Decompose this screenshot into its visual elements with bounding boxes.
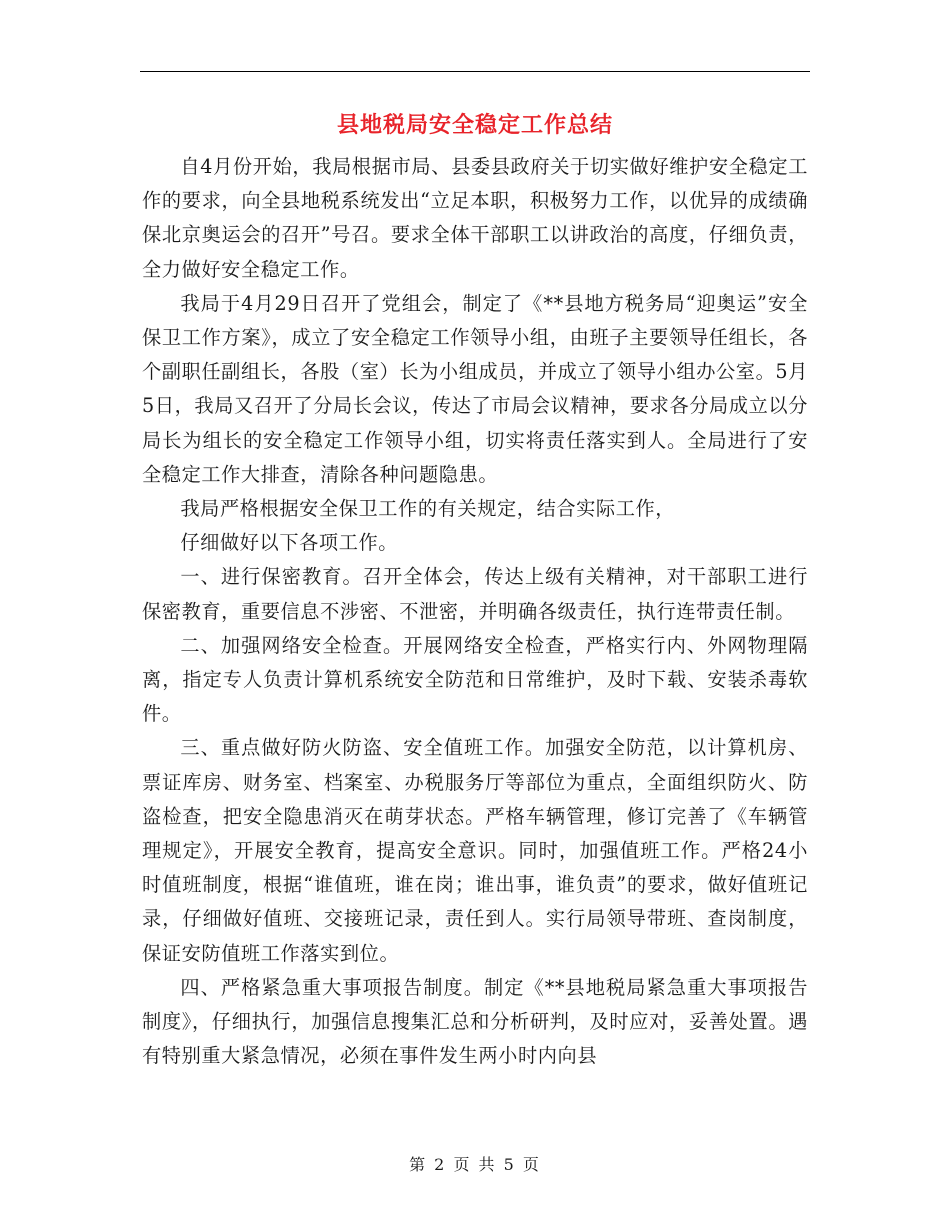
- body-paragraph: 四、严格紧急重大事项报告制度。制定《**县地税局紧急重大事项报告制度》，仔细执行，加强信息搜集汇总和分析研判，及时应对，妥善处置。遇有特别重大紧急情况，必须在事件发生两小时内向县: [142, 975, 808, 1068]
- body-paragraph: 三、重点做好防火防盗、安全值班工作。加强安全防范，以计算机房、票证库房、财务室、档案室、办税服务厅等部位为重点，全面组织防火、防盗检查，把安全隐患消灭在萌芽状态。严格车辆管理，修订完善了《车辆管理规定》，开展安全教育，提高安全意识。同时，加强值班工作。严格24小时值班制度，根据“谁值班，谁在岗；谁出事，谁负责”的要求，做好值班记录，仔细做好值班、交接班记录，责任到人。实行局领导带班、查岗制度，保证安防值班工作落实到位。: [142, 736, 808, 965]
- body-paragraph: 二、加强网络安全检查。开展网络安全检查，严格实行内、外网物理隔离，指定专人负责计算机系统安全防范和日常维护，及时下载、安装杀毒软件。: [142, 633, 808, 726]
- body-paragraph: 一、进行保密教育。召开全体会，传达上级有关精神，对干部职工进行保密教育，重要信息不涉密、不泄密，并明确各级责任，执行连带责任制。: [142, 565, 808, 623]
- document-body: [142, 150, 808, 1073]
- page-number-footer: 第 2 页 共 5 页: [409, 1155, 541, 1174]
- document-title: 县地税局安全稳定工作总结: [336, 112, 613, 138]
- body-paragraph: 我局严格根据安全保卫工作的有关规定，结合实际工作，: [180, 497, 676, 521]
- body-paragraph: 自4月份开始，我局根据市局、县委县政府关于切实做好维护安全稳定工作的要求，向全县地税系统发出“立足本职，积极努力工作，以优异的成绩确保北京奥运会的召开”号召。要求全体干部职工以讲政治的高度，仔细负责，全力做好安全稳定工作。: [142, 155, 808, 281]
- body-paragraph: 仔细做好以下各项工作。: [180, 531, 399, 555]
- header-rule: [140, 71, 810, 72]
- body-paragraph: 我局于4月29日召开了党组会，制定了《**县地方税务局“迎奥运”安全保卫工作方案》，成立了安全稳定工作领导小组，由班子主要领导任组长，各个副职任副组长，各股（室）长为小组成员，并成立了领导小组办公室。5月5日，我局又召开了分局长会议，传达了市局会议精神，要求各分局成立以分局长为组长的安全稳定工作领导小组，切实将责任落实到人。全局进行了安全稳定工作大排查，清除各种问题隐患。: [142, 291, 808, 486]
